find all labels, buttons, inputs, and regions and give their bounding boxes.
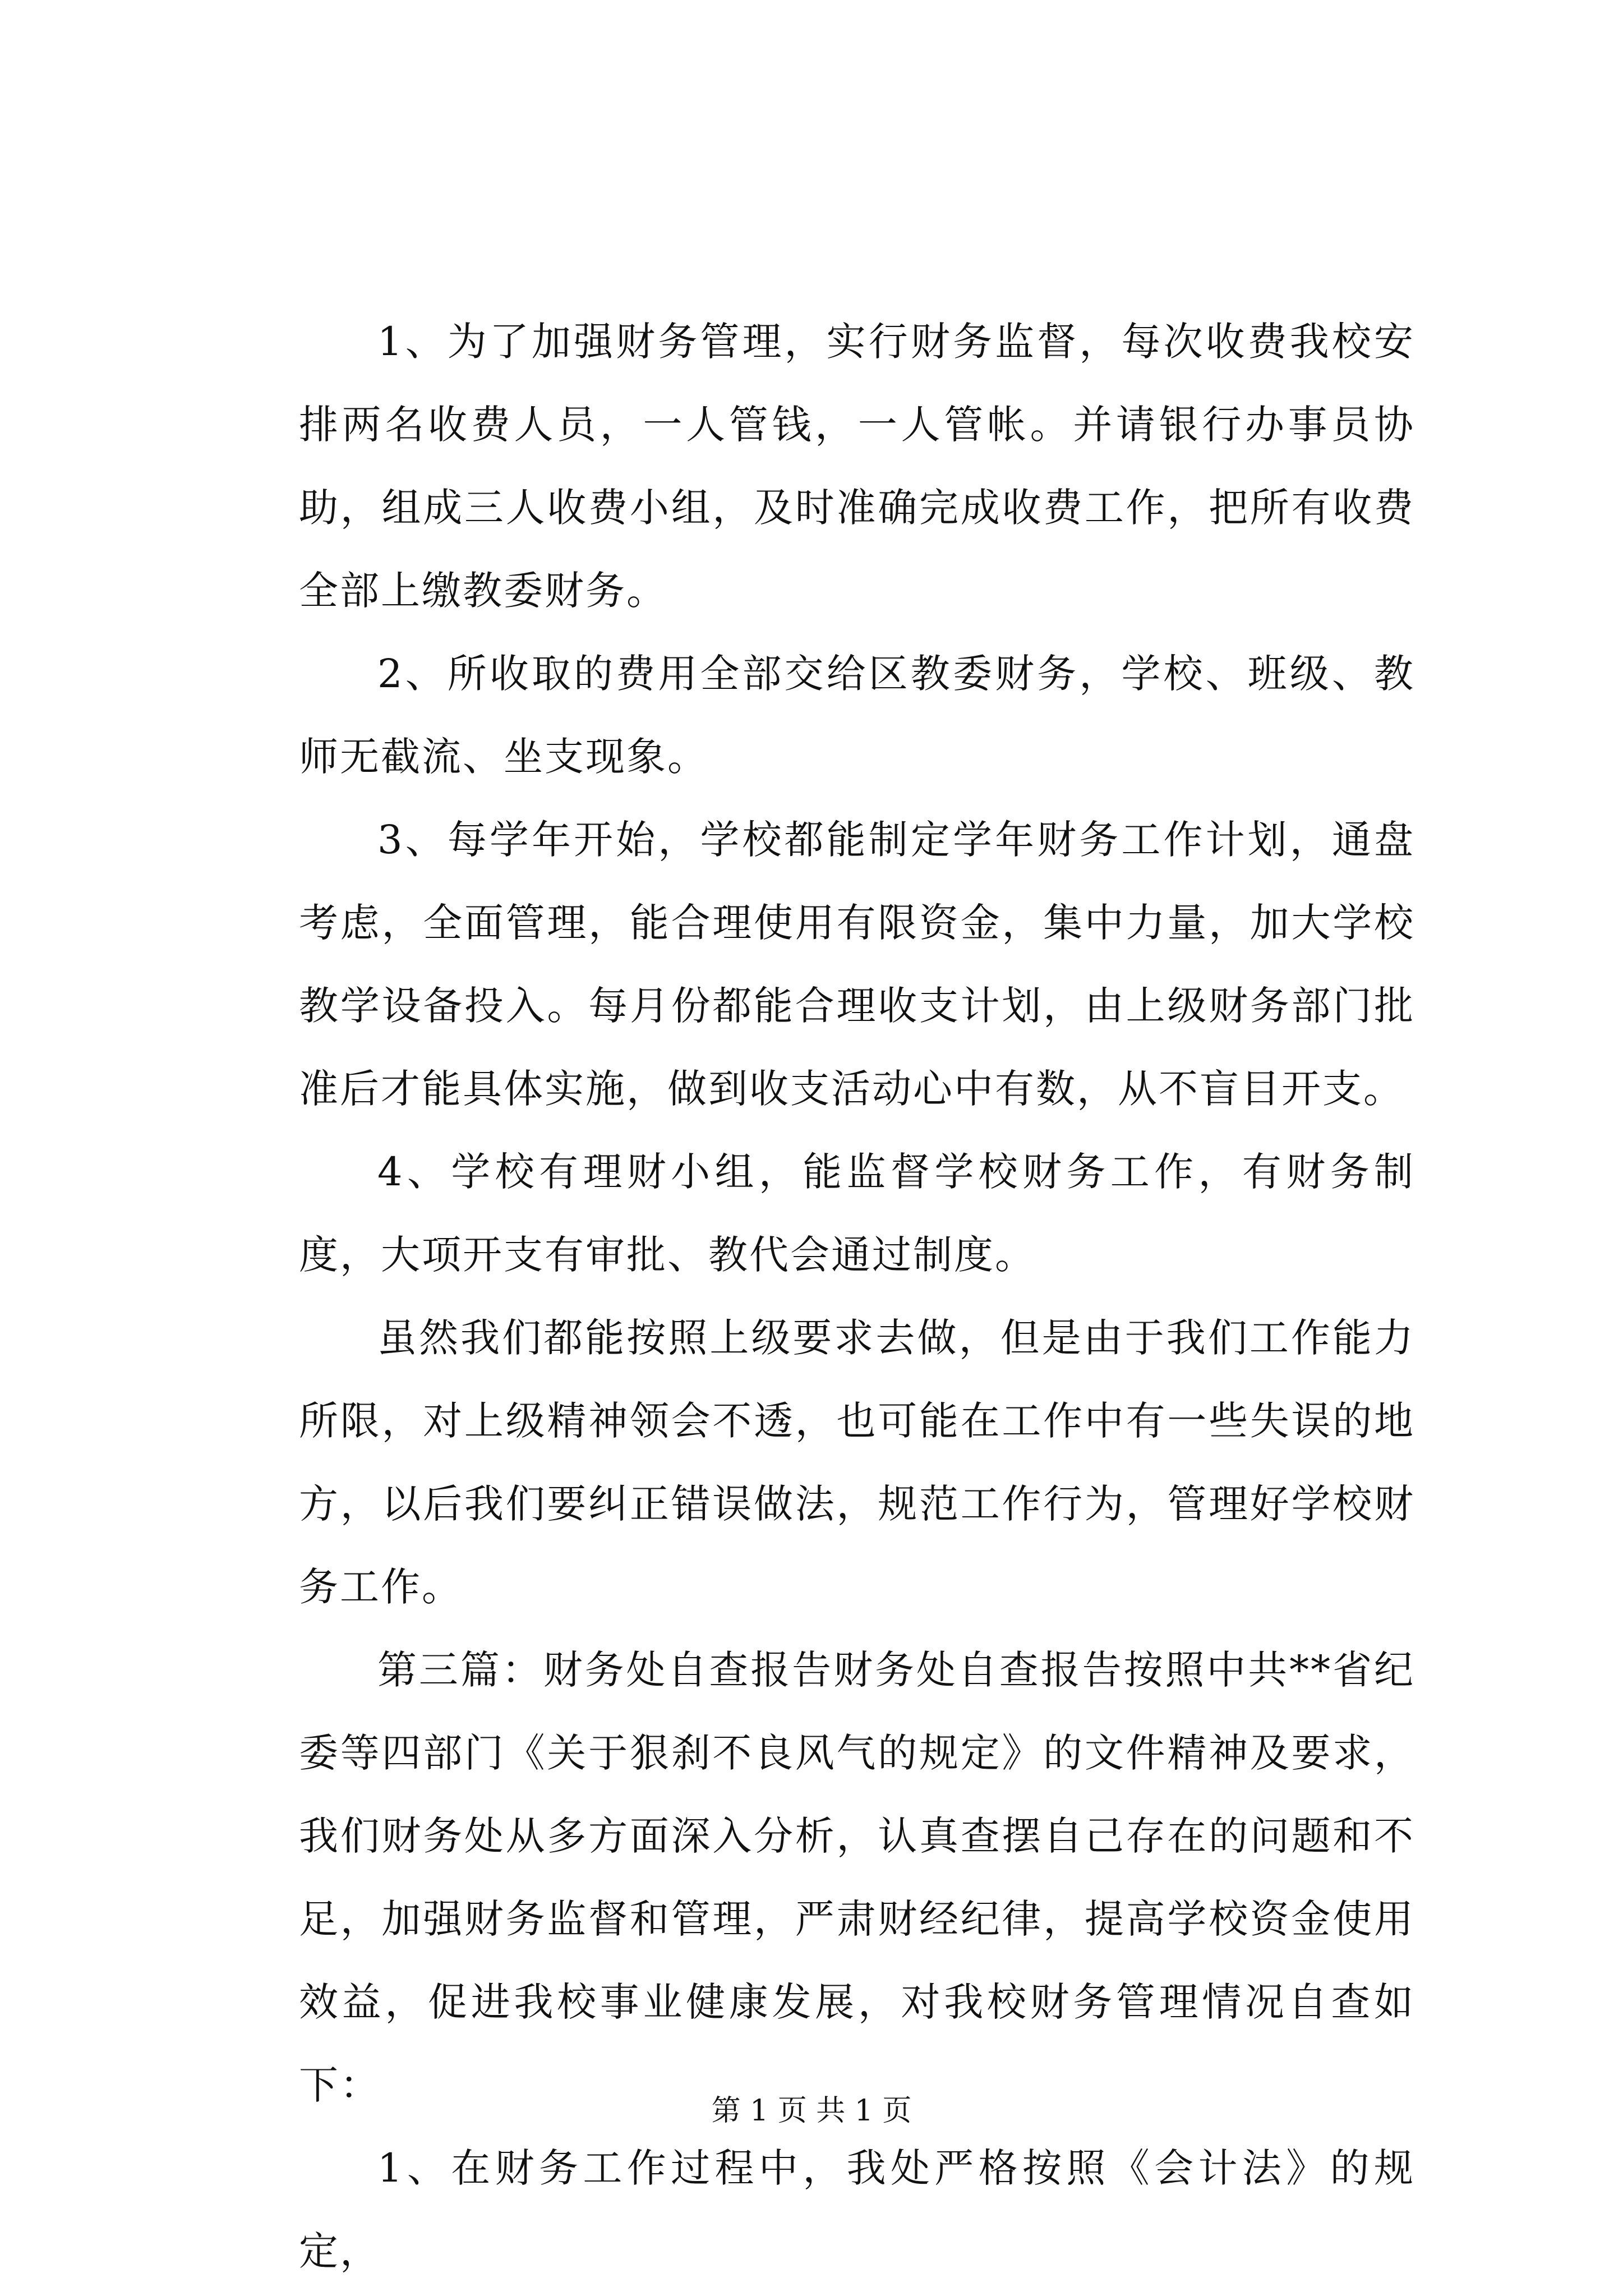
document-body (299, 300, 1415, 2293)
paragraph-2: 2、所收取的费用全部交给区教委财务，学校、班级、教师无截流、坐支现象。 (299, 651, 1415, 780)
paragraph-6: 第三篇：财务处自查报告财务处自查报告按照中共**省纪委等四部门《关于狠刹不良风气的规定》的文件精神及要求，我们财务处从多方面深入分析，认真查摆自己存在的问题和不足，加强财务监督和管理，严肃财经纪律，提高学校资金使用效益，促进我校事业健康发展，对我校财务管理情况自查如下： (299, 1647, 1415, 2108)
page-number-label: 第 1 页 共 1 页 (711, 2094, 912, 2128)
paragraph-3: 3、每学年开始，学校都能制定学年财务工作计划，通盘考虑，全面管理，能合理使用有限资金，集中力量，加大学校教学设备投入。每月份都能合理收支计划，由上级财务部门批准后才能具体实施，做到收支活动心中有数，从不盲目开支。 (299, 817, 1415, 1112)
paragraph-1: 1、为了加强财务管理，实行财务监督，每次收费我校安排两名收费人员，一人管钱，一人管帐。并请银行办事员协助，组成三人收费小组，及时准确完成收费工作，把所有收费全部上缴教委财务。 (299, 319, 1415, 614)
paragraph-7: 1、在财务工作过程中，我处严格按照《会计法》的规定， (299, 2145, 1415, 2274)
page-footer (0, 2091, 1623, 2131)
paragraph-4: 4、学校有理财小组，能监督学校财务工作，有财务制度，大项开支有审批、教代会通过制度。 (299, 1149, 1415, 1278)
paragraph-5: 虽然我们都能按照上级要求去做，但是由于我们工作能力所限，对上级精神领会不透，也可能在工作中有一些失误的地方，以后我们要纠正错误做法，规范工作行为，管理好学校财务工作。 (299, 1315, 1415, 1610)
